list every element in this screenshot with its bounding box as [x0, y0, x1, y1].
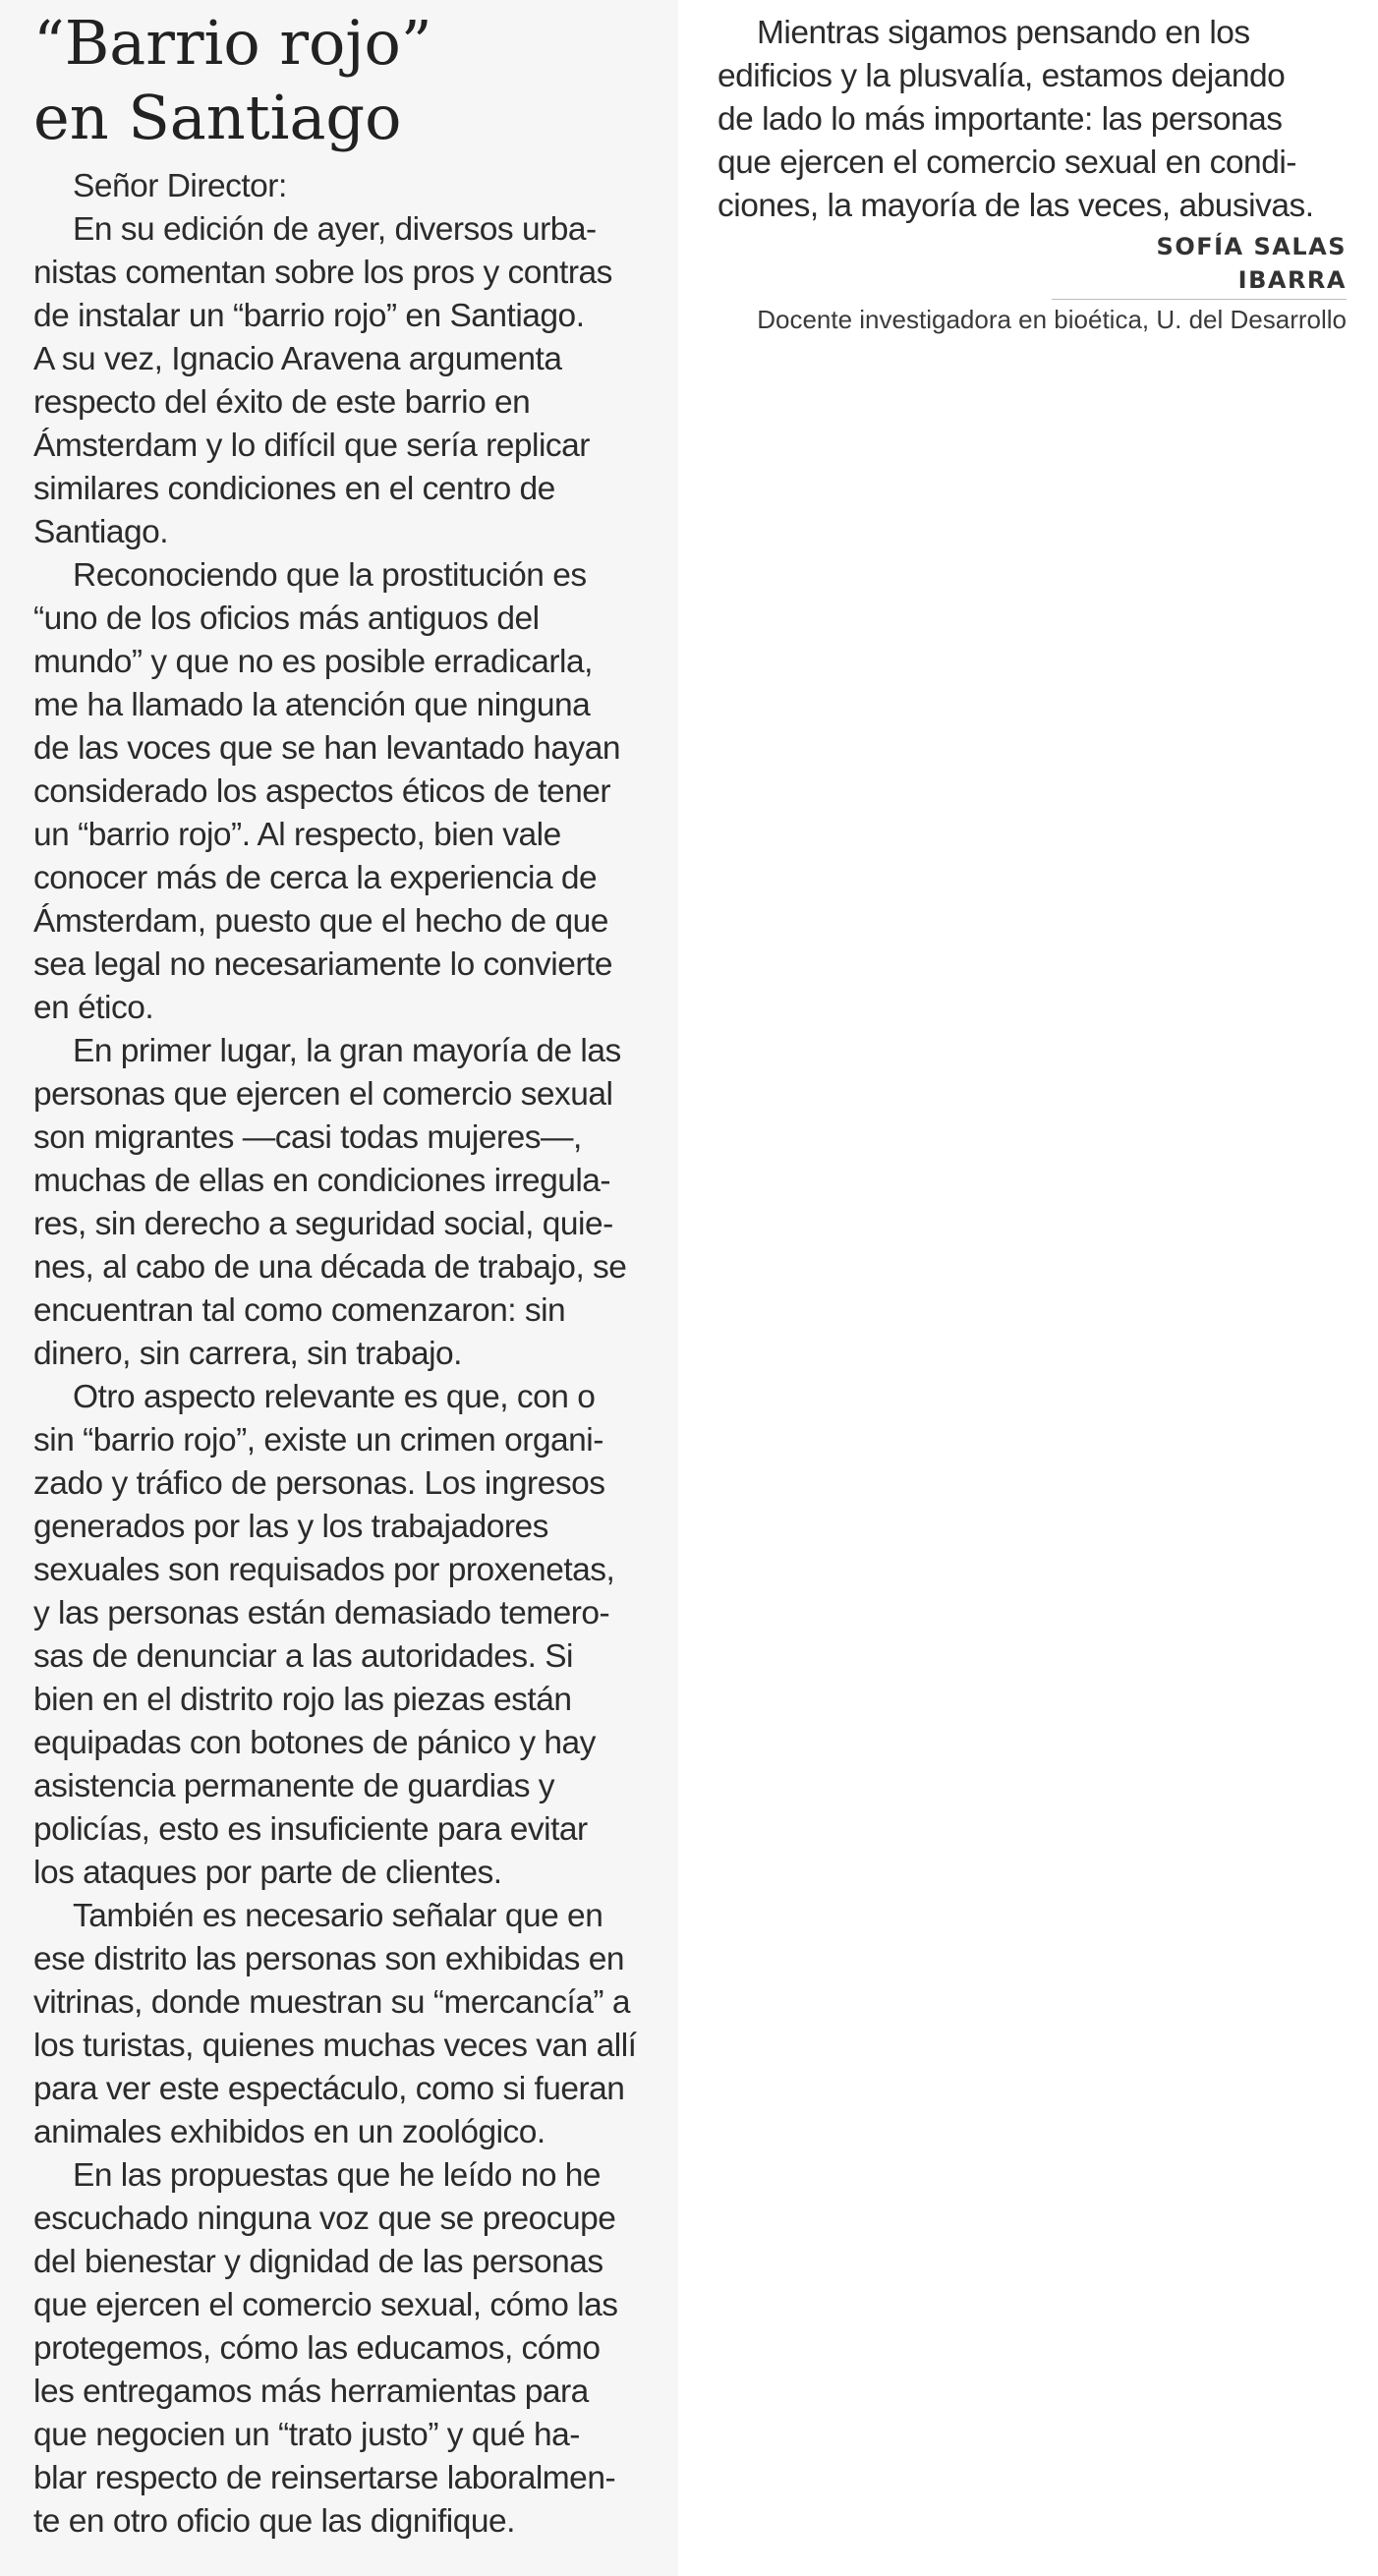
text-line: sexuales son requisados por proxenetas,: [33, 1552, 615, 1588]
text-line: personas que ejercen el comercio sexual: [33, 1076, 613, 1113]
text-line: En las propuestas que he leído no he: [73, 2157, 602, 2194]
text-line: sin “barrio rojo”, existe un crimen organi-: [33, 1422, 603, 1459]
letter-body-right: [718, 12, 1347, 228]
text-line: considerado los aspectos éticos de tener: [33, 773, 611, 810]
text-line: En su edición de ayer, diversos urba-: [73, 211, 597, 248]
text-line: generados por las y los trabajadores: [33, 1509, 548, 1545]
title-line-1: “Barrio rojo”: [33, 7, 432, 79]
text-line: blar respecto de reinsertarse laboralmen-: [33, 2460, 616, 2496]
text-line: También es necesario señalar que en: [73, 1898, 603, 1934]
text-line: Otro aspecto relevante es que, con o: [73, 1379, 596, 1415]
text-line: muchas de ellas en condiciones irregula-: [33, 1163, 611, 1199]
text-line: animales exhibidos en un zoológico.: [33, 2114, 545, 2150]
text-line: protegemos, cómo las educamos, cómo: [33, 2330, 601, 2367]
left-column: [0, 0, 678, 2576]
text-line: Ámsterdam, puesto que el hecho de que: [33, 903, 608, 940]
text-line: mundo” y que no es posible erradicarla,: [33, 644, 593, 680]
text-line: conocer más de cerca la experiencia de: [33, 860, 598, 896]
text-line: zado y tráfico de personas. Los ingresos: [33, 1465, 605, 1502]
text-line: nistas comentan sobre los pros y contras: [33, 255, 612, 291]
text-line: Santiago.: [33, 514, 169, 550]
text-line: que ejercen el comercio sexual en condi-: [718, 144, 1296, 181]
text-line: vitrinas, donde muestran su “mercancía” a: [33, 1984, 630, 2021]
text-line: Mientras sigamos pensando en los: [757, 15, 1250, 51]
text-line: similares condiciones en el centro de: [33, 471, 555, 507]
text-line: me ha llamado la atención que ninguna: [33, 687, 591, 723]
text-line: edificios y la plusvalía, estamos dejando: [718, 58, 1286, 94]
text-line: y las personas están demasiado temero-: [33, 1595, 610, 1631]
right-column: [718, 12, 1347, 339]
text-line: Ámsterdam y lo difícil que sería replicar: [33, 428, 590, 464]
text-line: los turistas, quienes muchas veces van allí: [33, 2028, 637, 2064]
signature-role: Docente investigadora en bioética, U. del Desarrollo: [757, 305, 1347, 334]
text-line: son migrantes —casi todas mujeres—,: [33, 1119, 582, 1156]
text-line: ese distrito las personas son exhibidas en: [33, 1941, 624, 1977]
text-line: un “barrio rojo”. Al respecto, bien vale: [33, 817, 561, 853]
text-line: Reconociendo que la prostitución es: [73, 557, 587, 594]
text-line: bien en el distrito rojo las piezas están: [33, 1682, 572, 1718]
text-line: asistencia permanente de guardias y: [33, 1768, 554, 1804]
text-line: respecto del éxito de este barrio en: [33, 384, 531, 421]
text-line: escuchado ninguna voz que se preocupe: [33, 2201, 616, 2237]
title-line-2: en Santiago: [33, 82, 402, 153]
text-line: ciones, la mayoría de las veces, abusivas.: [718, 188, 1314, 224]
text-line: de las voces que se han levantado hayan: [33, 730, 620, 767]
text-line: sas de denunciar a las autoridades. Si: [33, 1638, 573, 1675]
text-line: nes, al cabo de una década de trabajo, se: [33, 1249, 627, 1286]
text-line: equipadas con botones de pánico y hay: [33, 1725, 596, 1761]
text-line: Señor Director:: [73, 168, 287, 204]
text-line: que ejercen el comercio sexual, cómo las: [33, 2287, 618, 2323]
signature-name: SOFÍA SALAS IBARRA: [1052, 230, 1347, 300]
text-line: les entregamos más herramientas para: [33, 2374, 589, 2410]
text-line: A su vez, Ignacio Aravena argumenta: [33, 341, 562, 377]
text-line: de lado lo más importante: las personas: [718, 101, 1283, 138]
text-line: encuentran tal como comenzaron: sin: [33, 1292, 566, 1329]
letter-body-left: [33, 165, 662, 2544]
text-line: para ver este espectáculo, como si fueran: [33, 2071, 625, 2107]
letter-title: [33, 6, 672, 155]
text-line: “uno de los oficios más antiguos del: [33, 601, 540, 637]
text-line: policías, esto es insuficiente para evitar: [33, 1811, 588, 1848]
text-line: dinero, sin carrera, sin trabajo.: [33, 1336, 462, 1372]
text-line: te en otro oficio que las dignifique.: [33, 2503, 515, 2540]
text-line: res, sin derecho a seguridad social, quie-: [33, 1206, 613, 1242]
text-line: sea legal no necesariamente lo convierte: [33, 946, 612, 983]
text-line: que negocien un “trato justo” y qué ha-: [33, 2417, 580, 2453]
text-line: en ético.: [33, 990, 154, 1026]
text-line: del bienestar y dignidad de las personas: [33, 2244, 603, 2280]
text-line: En primer lugar, la gran mayoría de las: [73, 1033, 621, 1069]
text-line: de instalar un “barrio rojo” en Santiago.: [33, 298, 585, 334]
text-line: los ataques por parte de clientes.: [33, 1855, 502, 1891]
